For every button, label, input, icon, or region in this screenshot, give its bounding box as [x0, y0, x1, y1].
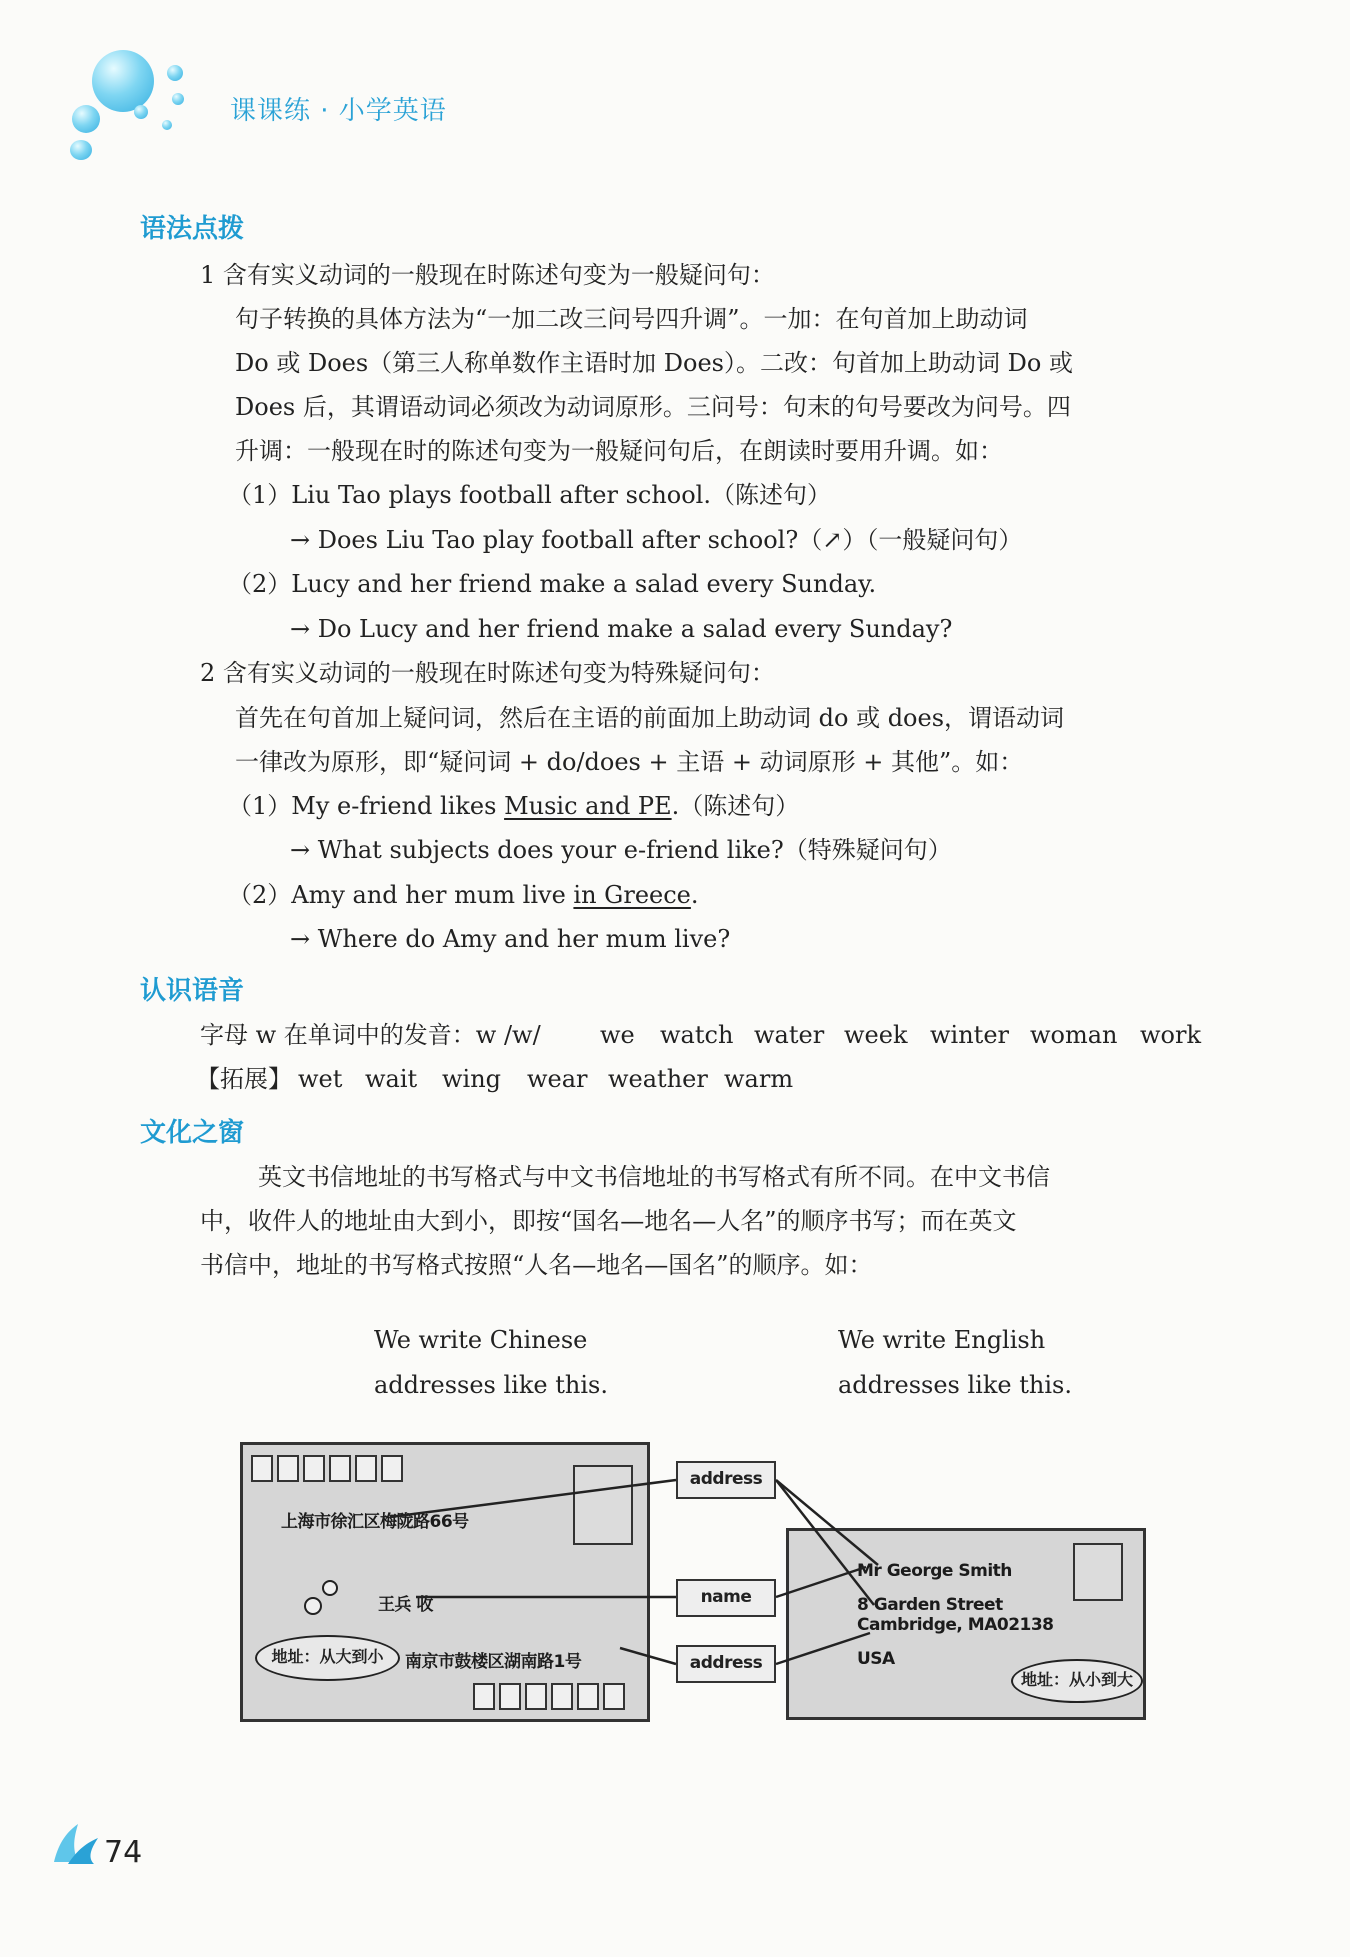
example-sentence: （1）Liu Tao plays football after school.（陈述句）: [228, 481, 831, 509]
phonics-heading: 认识语音: [140, 976, 245, 1006]
phonics-ext-label: 【拓展】: [196, 1065, 292, 1093]
culture-line: 英文书信地址的书写格式与中文书信地址的书写格式有所不同。在中文书信: [258, 1163, 1050, 1191]
phonics-word: winter: [930, 1021, 1009, 1049]
example-sentence: （2）Lucy and her friend make a salad every Sunday.: [228, 570, 877, 598]
en-street: 8 Garden Street: [857, 1595, 1003, 1615]
phonics-word: work: [1140, 1021, 1202, 1049]
caption-line: We write Chinese: [374, 1326, 588, 1354]
example-sentence: [228, 878, 699, 912]
grammar-heading: 语法点拨: [140, 214, 245, 244]
example-text: （1）My e-friend likes: [228, 792, 505, 820]
phonics-ext-word: wet: [298, 1065, 343, 1093]
grammar-line: 升调：一般现在时的陈述句变为一般疑问句后，在朗读时要用升调。如：: [235, 437, 1003, 465]
label-address-bottom: address: [676, 1645, 776, 1683]
phonics-word: water: [754, 1021, 825, 1049]
phonics-ext-word: wear: [527, 1065, 588, 1093]
underlined-text: in Greece: [573, 881, 691, 909]
example-question: → Where do Amy and her mum live?: [290, 925, 731, 953]
leaf-icon: [48, 1818, 103, 1868]
phonics-word: woman: [1030, 1021, 1118, 1049]
grammar-line: 首先在句首加上疑问词，然后在主语的前面加上助动词 do 或 does，谓语动词: [235, 704, 1065, 732]
recipient-name: 王兵 收: [378, 1595, 433, 1615]
grammar-line: 句子转换的具体方法为“一加二改三问号四升调”。一加：在句首加上助动词: [235, 305, 1028, 333]
phonics-word: watch: [660, 1021, 734, 1049]
example-text: .: [690, 881, 699, 909]
book-title: 课课练 · 小学英语: [230, 96, 447, 126]
phonics-intro: 字母 w 在单词中的发音：w /w/: [200, 1021, 541, 1049]
grammar-line: Does 后，其谓语动词必须改为动词原形。三问号：句末的句号要改为问号。四: [235, 393, 1071, 421]
connector-lines: [230, 1435, 1160, 1725]
grammar-line: 1 含有实义动词的一般现在时陈述句变为一般疑问句：: [200, 261, 775, 289]
sender-address: 南京市鼓楼区湖南路1号: [405, 1652, 582, 1672]
example-text: .（陈述句）: [671, 792, 800, 820]
grammar-line: 一律改为原形，即“疑问词 + do/does + 主语 + 动词原形 + 其他”。如：: [235, 748, 1024, 776]
bubbles-logo-icon: [72, 45, 202, 160]
example-question: → What subjects does your e-friend like?（特殊疑问句）: [290, 836, 952, 864]
example-question: → Does Liu Tao play football after school?（↗）（一般疑问句）: [290, 526, 1023, 554]
label-address-top: address: [676, 1461, 776, 1499]
caption-english: [838, 1318, 1072, 1408]
culture-line: 书信中，地址的书写格式按照“人名—地名—国名”的顺序。如：: [200, 1251, 873, 1279]
caption-line: We write English: [838, 1326, 1046, 1354]
phonics-ext-word: wing: [442, 1065, 502, 1093]
envelope-figure: [230, 1435, 1160, 1725]
en-country: USA: [857, 1649, 895, 1669]
label-name: name: [676, 1579, 776, 1617]
chinese-order-oval: 地址：从大到小: [255, 1635, 400, 1681]
caption-line: addresses like this.: [838, 1371, 1072, 1399]
grammar-line: Do 或 Does（第三人称单数作主语时加 Does）。二改：句首加上助动词 Do 或: [235, 349, 1073, 377]
phonics-ext-word: wait: [365, 1065, 418, 1093]
culture-heading: 文化之窗: [140, 1118, 245, 1148]
grammar-line: 2 含有实义动词的一般现在时陈述句变为特殊疑问句：: [200, 659, 775, 687]
page-number: 74: [104, 1835, 143, 1870]
phonics-ext-word: weather: [608, 1065, 708, 1093]
caption-line: addresses like this.: [374, 1371, 608, 1399]
en-city: Cambridge, MA02138: [857, 1615, 1054, 1635]
example-sentence: [228, 789, 799, 823]
phonics-ext-word: warm: [724, 1065, 794, 1093]
phonics-word: week: [844, 1021, 908, 1049]
caption-chinese: [374, 1318, 608, 1408]
english-order-oval: 地址：从小到大: [1011, 1659, 1143, 1703]
example-question: → Do Lucy and her friend make a salad every Sunday?: [290, 615, 953, 643]
en-recipient-name: Mr George Smith: [857, 1561, 1012, 1581]
underlined-text: Music and PE: [504, 792, 672, 820]
phonics-word: we: [600, 1021, 635, 1049]
recipient-address: 上海市徐汇区梅陇路66号: [281, 1512, 469, 1532]
phonics-row: [200, 1018, 541, 1052]
example-text: （2）Amy and her mum live: [228, 881, 574, 909]
culture-line: 中，收件人的地址由大到小，即按“国名—地名—人名”的顺序书写；而在英文: [200, 1207, 1017, 1235]
